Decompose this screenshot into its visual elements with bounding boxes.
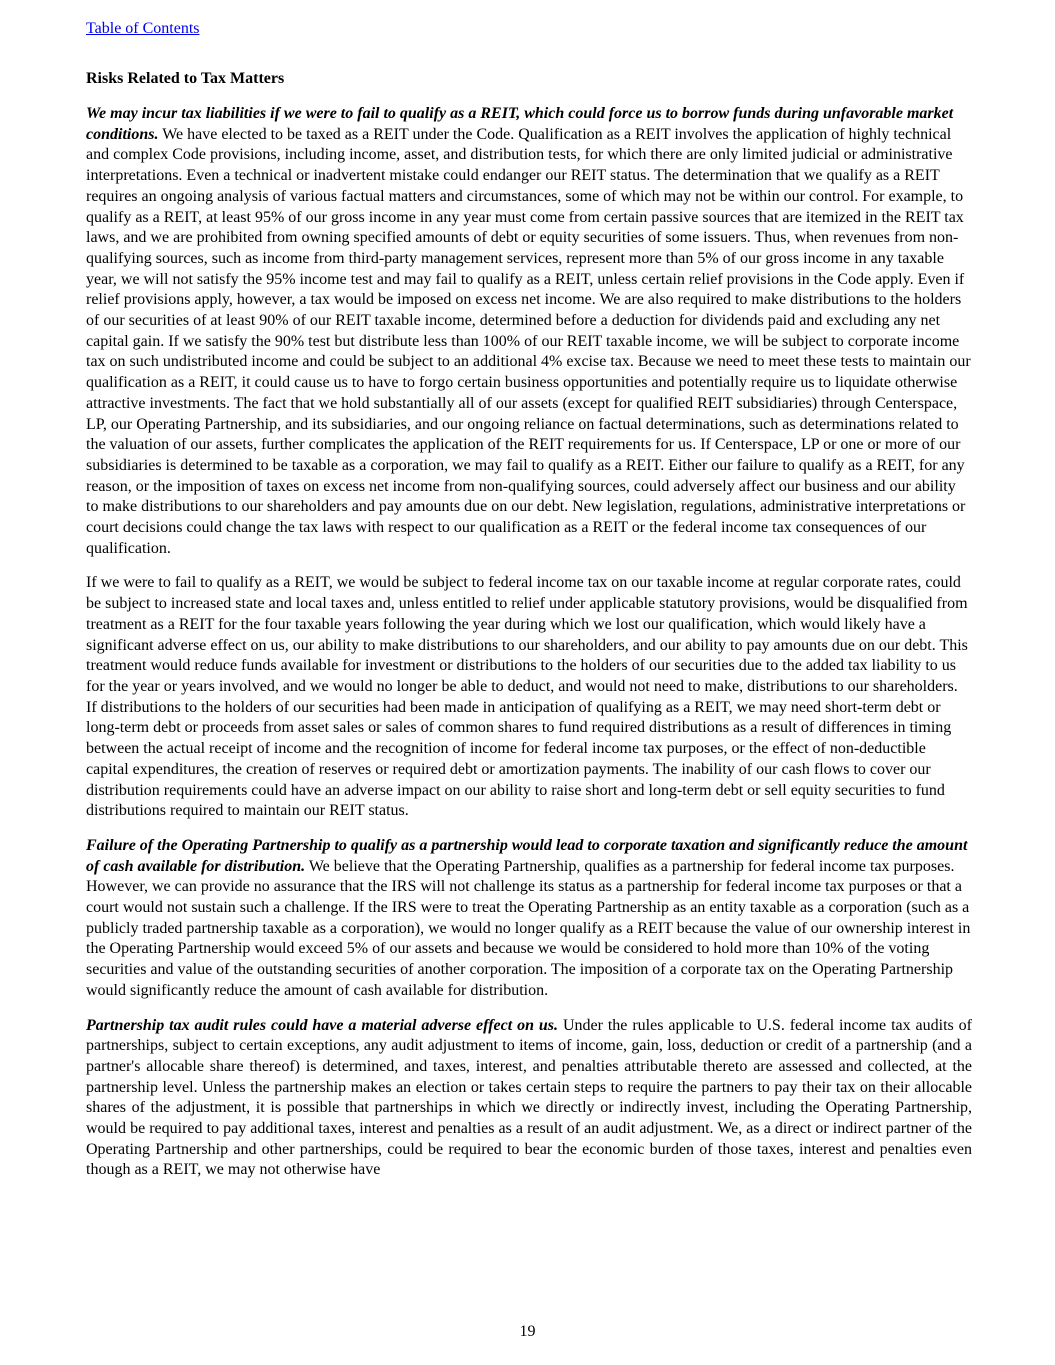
paragraph-body: If we were to fail to qualify as a REIT, we would be subject to federal income tax on our taxable income at regular corporate rates, could be subject to increased state and local taxes and, unless entitled to relief under applicable statutory provisions, would be disqualified from treatment as a REIT for the four taxable years following the year during which we lost our qualification, which would likely have a significant adverse effect on us, our ability to make distributions to our shareholders, and our ability to pay amounts due on our debt. This treatment would reduce funds available for investment or distributions to the holders of our securities due to the added tax liability to us for the year or years involved, and we would no longer be able to deduct, and would not need to make, distributions to our shareholders. If distributions to the holders of our securities had been made in anticipation of qualifying as a REIT, we may need short-term debt or long-term debt or proceeds from asset sales or sales of common shares to fund required distributions as a result of differences in timing between the actual receipt of income and the recognition of income for federal income tax purposes, or the effect of non-deductible capital expenditures, the creation of reserves or required debt or amortization payments. The inability of our cash flows to cover our distribution requirements could have an adverse impact on our ability to raise short and long-term debt or sell equity securities to fund distributions required to maintain our REIT status. [86, 574, 968, 820]
risk-paragraph-partnership-audit [86, 1016, 972, 1182]
paragraph-body: We have elected to be taxed as a REIT under the Code. Qualification as a REIT involves the application of highly technical and complex Code provisions, including income, asset, and distribution tests, for which there are only limited judicial or administrative interpretations. Even a technical or inadvertent mistake could endanger our REIT status. The determination that we qualify as a REIT requires an ongoing analysis of various factual matters and circumstances, some of which may not be within our control. For example, to qualify as a REIT, at least 95% of our gross income in any year must come from certain passive sources that are itemized in the REIT tax laws, and we are prohibited from owning specified amounts of debt or equity securities of some issuers. Thus, when revenues from non-qualifying sources, such as income from third-party management services, represent more than 5% of our gross income in any taxable year, we will not satisfy the 95% income test and may fail to qualify as a REIT, unless certain relief provisions in the Code apply. Even if relief provisions apply, however, a tax would be imposed on excess net income. We are also required to make distributions to the holders of our securities of at least 90% of our REIT taxable income, determined before a deduction for dividends paid and excluding any net capital gain. If we satisfy the 90% test but distribute less than 100% of our REIT taxable income, we will be subject to corporate income tax on such undistributed income and could be subject to an additional 4% excise tax. Because we need to meet these tests to maintain our qualification as a REIT, it could cause us to have to forgo certain business opportunities and potentially require us to liquidate otherwise attractive investments. The fact that we hold substantially all of our assets (except for qualified REIT subsidiaries) through Centerspace, LP, our Operating Partnership, and its subsidiaries, and our ongoing reliance on factual determinations, such as determinations related to the valuation of our assets, further complicates the application of the REIT requirements for us. If Centerspace, LP or one or more of our subsidiaries is determined to be taxable as a corporation, we may fail to qualify as a REIT. Either our failure to qualify as a REIT, for any reason, or the imposition of taxes on excess net income from non-qualifying sources, could adversely affect our business and our ability to make distributions to our shareholders and pay amounts due on our debt. New legislation, regulations, administrative interpretations or court decisions could change the tax laws with respect to our qualification as a REIT or the federal income tax consequences of our qualification. [86, 125, 971, 557]
risk-paragraph-operating-partnership [86, 836, 972, 1002]
document-page [86, 18, 972, 1181]
section-heading: Risks Related to Tax Matters [86, 70, 285, 87]
page-number: 19 [519, 1323, 536, 1340]
risk-title: We may incur tax liabilities if we were to fail to qualify as a REIT, which could force us to borrow funds during unfavorable market conditions. [86, 105, 954, 143]
paragraph-reit-failure-consequences [86, 573, 972, 821]
paragraph-body: We believe that the Operating Partnership, qualifies as a partnership for federal income tax purposes. However, we can provide no assurance that the IRS will not challenge its status as a partnership for federal income tax purposes or that a court would not sustain such a challenge. If the IRS were to treat the Operating Partnership as an entity taxable as a corporation (such as a publicly traded partnership taxable as a corporation), we would no longer qualify as a REIT because the value of our ownership interest in the Operating Partnership would exceed 5% of our assets and because we would be considered to hold more than 10% of the voting securities and value of the outstanding securities of another corporation. The imposition of a corporate tax on the Operating Partnership would significantly reduce the amount of cash available for distribution. [86, 857, 971, 999]
table-of-contents-link[interactable]: Table of Contents [86, 20, 200, 37]
paragraph-body: Under the rules applicable to U.S. federal income tax audits of partnerships, subject to certain exceptions, any audit adjustment to items of income, gain, loss, deduction or credit of a partnership (and a partner's allocable share thereof) is determined, and taxes, interest, and penalties attributable thereto are assessed and collected, at the partnership level. Unless the partnership makes an election or takes certain steps to require the partners to pay their tax on their allocable shares of the adjustment, it is possible that partnerships in which we directly or indirectly invest, including the Operating Partnership, would be required to pay additional taxes, interest and penalties as a result of an audit adjustment. We, as a direct or indirect partner of the Operating Partnership and other partnerships, could be required to bear the economic burden of those taxes, interest and penalties even though as a REIT, we may not otherwise have [86, 1016, 972, 1179]
risk-title: Failure of the Operating Partnership to qualify as a partnership would lead to corporate taxation and significantly reduce the amount of cash available for distribution. [86, 836, 968, 875]
risk-paragraph-reit-qualification [86, 104, 972, 559]
risk-title: Partnership tax audit rules could have a material adverse effect on us. [86, 1016, 559, 1034]
